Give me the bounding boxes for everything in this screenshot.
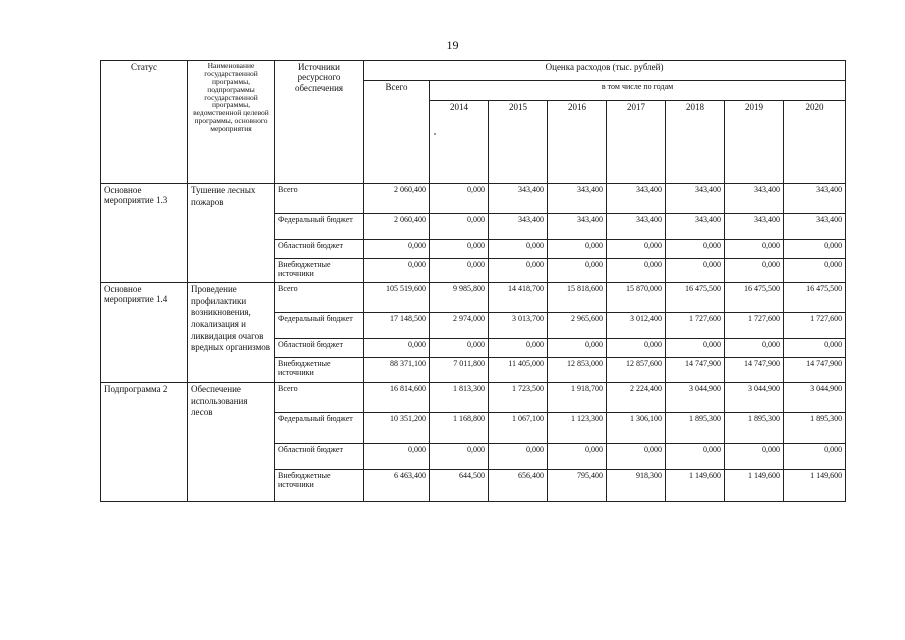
value-year: 0,000 — [784, 339, 846, 358]
value-year: 0,000 — [548, 240, 607, 259]
row-status: Основное мероприятие 1.3 — [101, 184, 188, 283]
value-year: 0,000 — [430, 214, 489, 240]
value-year: 16 475,500 — [784, 283, 846, 313]
row-status: Подпрограмма 2 — [101, 383, 188, 502]
value-year: 0,000 — [725, 339, 784, 358]
value-year: 2 965,600 — [548, 313, 607, 339]
value-year: 0,000 — [784, 240, 846, 259]
value-year: 1 306,100 — [607, 413, 666, 444]
value-year: 918,300 — [607, 470, 666, 502]
value-year: 1 123,300 — [548, 413, 607, 444]
header-source: Источники ресурсного обеспечения — [275, 61, 364, 184]
funding-source: Областной бюджет — [275, 339, 364, 358]
value-year: 343,400 — [784, 184, 846, 214]
row-name: Обеспечение использования лесов — [188, 383, 275, 502]
value-year: 14 747,900 — [666, 358, 725, 383]
value-total: 0,000 — [364, 444, 430, 470]
value-year: 15 870,000 — [607, 283, 666, 313]
row-name: Проведение профилактики возникновения, локализация и ликвидация очагов вредных организмов — [188, 283, 275, 383]
value-year: 1 895,300 — [725, 413, 784, 444]
value-year: 1 895,300 — [784, 413, 846, 444]
value-year: 14 747,900 — [725, 358, 784, 383]
value-year: 0,000 — [489, 259, 548, 283]
value-year: 0,000 — [548, 259, 607, 283]
value-year: 0,000 — [607, 339, 666, 358]
value-year: 3 013,700 — [489, 313, 548, 339]
value-year: 0,000 — [784, 444, 846, 470]
header-row — [101, 61, 846, 81]
header-total: Всего — [364, 81, 430, 184]
header-year: 2018 — [666, 101, 725, 184]
header-status: Статус — [101, 61, 188, 184]
value-year: 3 044,900 — [666, 383, 725, 413]
value-year: 14 418,700 — [489, 283, 548, 313]
table-body — [101, 184, 846, 502]
funding-source: Федеральный бюджет — [275, 413, 364, 444]
value-year: 1 149,600 — [666, 470, 725, 502]
value-year: 343,400 — [548, 214, 607, 240]
value-year: 1 727,600 — [666, 313, 725, 339]
value-year: 343,400 — [607, 184, 666, 214]
value-year: 343,400 — [607, 214, 666, 240]
header-estimate: Оценка расходов (тыс. рублей) — [364, 61, 846, 81]
funding-source: Областной бюджет — [275, 444, 364, 470]
value-year: 1 727,600 — [725, 313, 784, 339]
value-year: 1 895,300 — [666, 413, 725, 444]
header-year: 2014 — [430, 101, 489, 184]
value-year: 644,500 — [430, 470, 489, 502]
value-year: 14 747,900 — [784, 358, 846, 383]
header-year: 2017 — [607, 101, 666, 184]
value-year: 0,000 — [725, 259, 784, 283]
value-year: 343,400 — [725, 184, 784, 214]
value-year: 0,000 — [489, 339, 548, 358]
value-year: 0,000 — [725, 240, 784, 259]
value-year: 0,000 — [784, 259, 846, 283]
value-year: 0,000 — [725, 444, 784, 470]
value-year: 0,000 — [666, 259, 725, 283]
value-year: 0,000 — [430, 240, 489, 259]
value-year: 0,000 — [607, 240, 666, 259]
value-year: 0,000 — [666, 339, 725, 358]
value-year: 11 405,000 — [489, 358, 548, 383]
table-row — [101, 383, 846, 413]
value-total: 10 351,200 — [364, 413, 430, 444]
value-year: 1 149,600 — [784, 470, 846, 502]
funding-source: Внебюджетные источники — [275, 470, 364, 502]
value-year: 3 044,900 — [784, 383, 846, 413]
value-total: 105 519,600 — [364, 283, 430, 313]
value-total: 0,000 — [364, 240, 430, 259]
row-name: Тушение лесных пожаров — [188, 184, 275, 283]
value-year: 2 974,000 — [430, 313, 489, 339]
funding-source: Внебюджетные источники — [275, 358, 364, 383]
value-year: 343,400 — [784, 214, 846, 240]
value-year: 656,400 — [489, 470, 548, 502]
funding-source: Федеральный бюджет — [275, 214, 364, 240]
value-year: 1 067,100 — [489, 413, 548, 444]
header-year: 2016 — [548, 101, 607, 184]
value-year: 12 857,600 — [607, 358, 666, 383]
funding-source: Федеральный бюджет — [275, 313, 364, 339]
funding-source: Всего — [275, 383, 364, 413]
value-year: 12 853,000 — [548, 358, 607, 383]
value-year: 0,000 — [607, 444, 666, 470]
value-year: 1 813,300 — [430, 383, 489, 413]
value-total: 17 148,500 — [364, 313, 430, 339]
value-year: 1 149,600 — [725, 470, 784, 502]
header-name: Наименование государственной программы, подпрограммы государственной программы, ведомственной целевой программы, основного мероприятия — [188, 61, 275, 184]
value-year: 343,400 — [725, 214, 784, 240]
row-status: Основное мероприятие 1.4 — [101, 283, 188, 383]
value-year: 7 011,800 — [430, 358, 489, 383]
value-total: 6 463,400 — [364, 470, 430, 502]
value-year: 0,000 — [430, 259, 489, 283]
value-year: 1 168,800 — [430, 413, 489, 444]
value-year: 9 985,800 — [430, 283, 489, 313]
budget-table — [100, 60, 846, 502]
header-by-years: в том числе по годам — [430, 81, 846, 101]
value-total: 16 814,600 — [364, 383, 430, 413]
scan-speck — [434, 133, 436, 135]
value-year: 1 727,600 — [784, 313, 846, 339]
table-row — [101, 184, 846, 214]
value-year: 0,000 — [666, 444, 725, 470]
funding-source: Областной бюджет — [275, 240, 364, 259]
funding-source: Внебюджетные источники — [275, 259, 364, 283]
value-year: 16 475,500 — [666, 283, 725, 313]
header-year: 2020 — [784, 101, 846, 184]
value-year: 0,000 — [489, 240, 548, 259]
value-year: 343,400 — [666, 214, 725, 240]
funding-source: Всего — [275, 283, 364, 313]
value-total: 2 060,400 — [364, 184, 430, 214]
value-year: 343,400 — [489, 184, 548, 214]
value-year: 0,000 — [489, 444, 548, 470]
value-year: 0,000 — [430, 184, 489, 214]
value-year: 795,400 — [548, 470, 607, 502]
value-year: 3 044,900 — [725, 383, 784, 413]
value-year: 343,400 — [548, 184, 607, 214]
value-year: 343,400 — [489, 214, 548, 240]
value-year: 3 012,400 — [607, 313, 666, 339]
value-year: 1 723,500 — [489, 383, 548, 413]
value-year: 0,000 — [607, 259, 666, 283]
table-row — [101, 283, 846, 313]
value-year: 0,000 — [666, 240, 725, 259]
value-year: 0,000 — [548, 444, 607, 470]
funding-source: Всего — [275, 184, 364, 214]
header-year: 2019 — [725, 101, 784, 184]
value-year: 2 224,400 — [607, 383, 666, 413]
header-year: 2015 — [489, 101, 548, 184]
value-total: 88 371,100 — [364, 358, 430, 383]
value-year: 1 918,700 — [548, 383, 607, 413]
page-number: 19 — [446, 38, 459, 52]
value-year: 0,000 — [548, 339, 607, 358]
value-year: 15 818,600 — [548, 283, 607, 313]
value-total: 0,000 — [364, 339, 430, 358]
value-year: 16 475,500 — [725, 283, 784, 313]
value-year: 343,400 — [666, 184, 725, 214]
value-year: 0,000 — [430, 339, 489, 358]
value-total: 0,000 — [364, 259, 430, 283]
value-year: 0,000 — [430, 444, 489, 470]
value-total: 2 060,400 — [364, 214, 430, 240]
